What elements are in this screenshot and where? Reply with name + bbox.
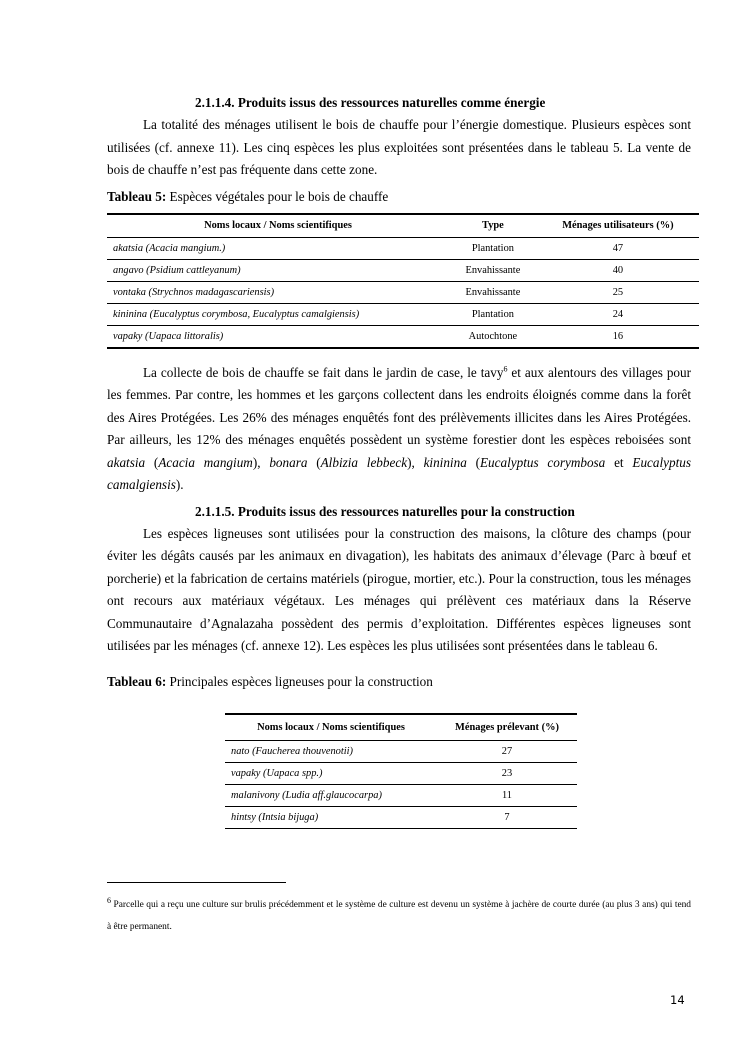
species-type: Autochtone	[468, 330, 518, 342]
species-type: Envahissante	[465, 264, 521, 276]
species-name: akatsia (Acacia mangium.)	[113, 242, 226, 254]
species-pct: 16	[612, 330, 624, 342]
species-pct: 23	[501, 767, 513, 779]
table-row	[107, 237, 699, 259]
table-row	[107, 325, 699, 348]
species-type: Plantation	[471, 308, 514, 320]
species-name: vapaky (Uapaca littoralis)	[113, 330, 224, 342]
table-row	[225, 784, 577, 806]
collecte-italic-2: Acacia mangium	[158, 454, 253, 470]
footnote-ref: 6	[503, 364, 508, 374]
page-content	[107, 92, 691, 829]
species-type: Plantation	[471, 242, 514, 254]
collecte-text-6: ),	[407, 454, 424, 470]
table5-header-type: Type	[482, 220, 504, 231]
collecte-italic-5: kininina	[423, 454, 467, 470]
collecte-italic-7: Eucalyptus camalgiensis	[107, 454, 691, 492]
collecte-text-1: La collecte de bois de chauffe se fait dans le jardin de case, le tavy	[143, 364, 504, 380]
collecte-text-2: et aux alentours des villages pour les femmes. Par contre, les hommes et les garçons collectent dans les endroits éloignés comme dans la forêt des Aires Protégées. Les 26% des ménages enquêtés font des prélèvements illicites dans les Aires Protégées. Par ailleurs, les 12% des ménages enquêtés possèdent un système forestier dont les espèces reboisées sont	[107, 364, 691, 447]
table5-caption	[107, 186, 691, 208]
species-pct: 27	[501, 745, 513, 757]
species-name: angavo (Psidium cattleyanum)	[113, 264, 241, 276]
page-number: 14	[670, 993, 685, 1007]
species-name: nato (Faucherea thouvenotii)	[231, 745, 353, 757]
collecte-text-5: (	[307, 454, 321, 470]
species-name: vontaka (Strychnos madagascariensis)	[113, 286, 275, 298]
table-row	[107, 259, 699, 281]
footnote-marker: 6	[107, 895, 111, 905]
table6-caption	[107, 671, 691, 693]
species-name: hintsy (Intsia bijuga)	[231, 811, 319, 823]
species-pct: 40	[612, 264, 624, 276]
table5-caption-label: Tableau 5:	[107, 188, 167, 204]
paragraph-construction: Les espèces ligneuses sont utilisées pour la construction des maisons, la clôture des champs (pour éviter les dégâts causés par les animaux en divagation), les habitats des animaux d’élevage (Parc à bœuf et porcherie) et la fabrication de certains matériels (pirogue, mortier, etc.). Pour la construction, tous les ménages ont recours aux matériaux végétaux. Les ménages qui prélèvent ces matériaux dans la Réserve Communautaire d’Agnalazaha possèdent des permis d’exploitation. Différentes espèces ligneuses sont utilisées par les ménages (cf. annexe 12). Les espèces les plus utilisées sont présentées dans le tableau 6.	[107, 525, 691, 653]
species-pct: 47	[612, 242, 624, 254]
table-row	[225, 740, 577, 762]
table-row	[107, 281, 699, 303]
collecte-text-8: et	[605, 454, 633, 470]
table6-caption-text: Principales espèces ligneuses pour la construction	[166, 673, 433, 689]
table-row	[107, 303, 699, 325]
table5	[107, 213, 699, 349]
table6-header-row	[225, 714, 577, 741]
collecte-text-3: (	[145, 454, 159, 470]
species-name: vapaky (Uapaca spp.)	[231, 767, 323, 779]
section-heading-2114: 2.1.1.4. Produits issus des ressources naturelles comme énergie	[195, 95, 546, 110]
collecte-italic-1: akatsia	[107, 454, 146, 470]
collecte-italic-6: Eucalyptus corymbosa	[480, 454, 606, 470]
species-pct: 7	[504, 811, 510, 823]
table5-caption-text: Espèces végétales pour le bois de chauffe	[166, 188, 389, 204]
table6-header-name: Noms locaux / Noms scientifiques	[257, 721, 405, 733]
table5-header-pct: Ménages utilisateurs (%)	[562, 220, 674, 231]
collecte-italic-4: Albizia lebbeck	[320, 454, 408, 470]
species-name: kininina (Eucalyptus corymbosa, Eucalyptus camalgiensis)	[113, 308, 360, 320]
species-pct: 11	[501, 789, 512, 801]
table5-header-name: Noms locaux / Noms scientifiques	[204, 220, 352, 231]
footnote-divider	[107, 882, 286, 883]
species-pct: 24	[612, 308, 624, 320]
table6	[225, 713, 577, 829]
collecte-italic-3: bonara	[269, 454, 308, 470]
table-row	[225, 806, 577, 828]
table5-header-row	[107, 214, 699, 238]
species-name: malanivony (Ludia aff.glaucocarpa)	[231, 789, 382, 801]
section-heading-2115: 2.1.1.5. Produits issus des ressources naturelles pour la construction	[195, 503, 575, 519]
table6-caption-label: Tableau 6:	[107, 673, 167, 689]
paragraph-energie: La totalité des ménages utilisent le bois de chauffe pour l’énergie domestique. Plusieurs espèces sont utilisées (cf. annexe 11). Les cinq espèces les plus exploitées sont présentées dans le tableau 5. La vente de bois de chauffe n’est pas fréquente dans cette zone.	[107, 117, 691, 177]
footnote-text: Parcelle qui a reçu une culture sur brulis précédemment et le système de culture est devenu un système à jachère de courte durée (au plus 3 ans) qui tend à être permanent.	[107, 900, 691, 932]
collecte-text-4: ),	[252, 454, 270, 470]
collecte-text-7: (	[466, 454, 480, 470]
collecte-text-9: ).	[175, 477, 184, 492]
table-row	[225, 762, 577, 784]
species-type: Envahissante	[465, 286, 521, 298]
footnote	[107, 894, 691, 938]
species-pct: 25	[612, 286, 624, 298]
paragraph-collecte	[107, 362, 691, 497]
table6-header-pct: Ménages prélevant (%)	[455, 721, 559, 733]
